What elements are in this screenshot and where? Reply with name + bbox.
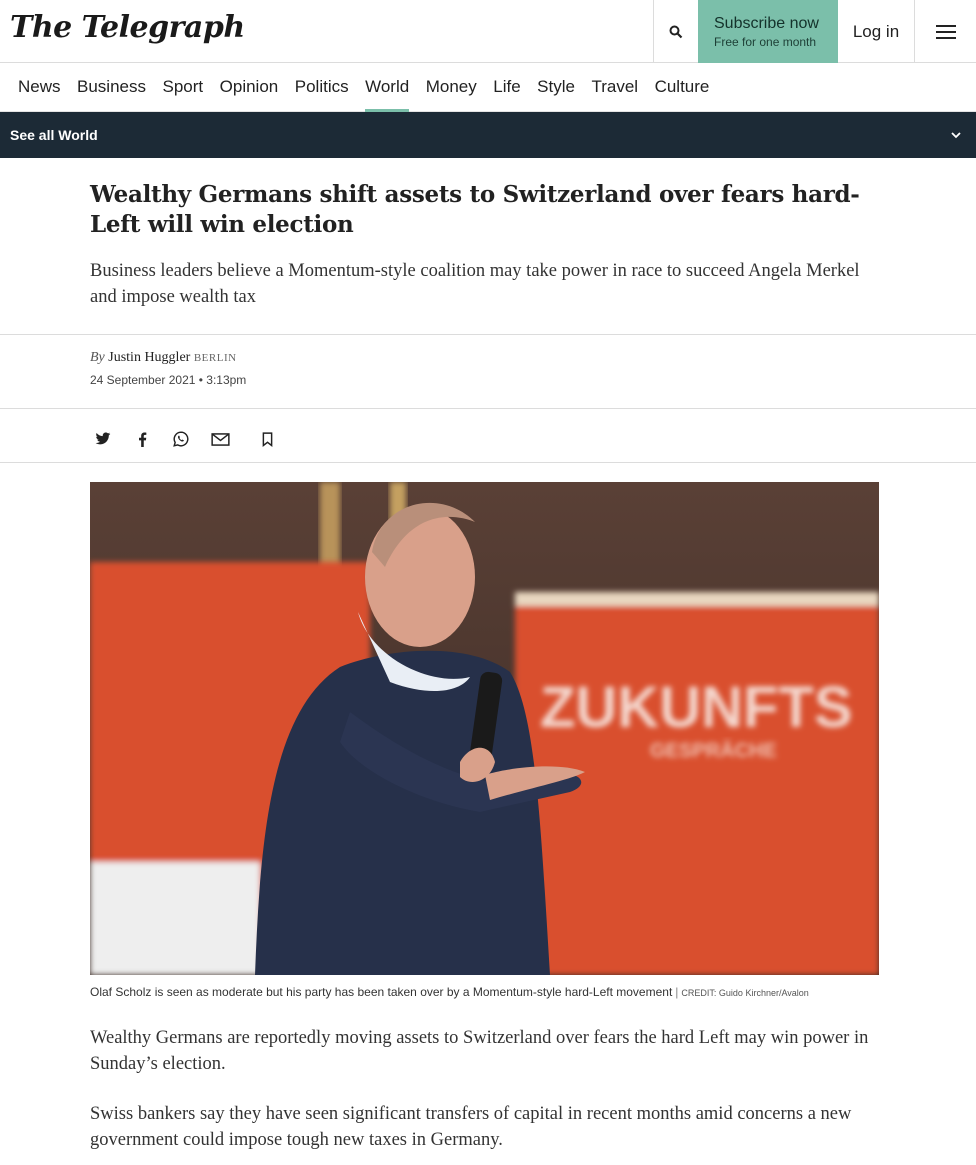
site-logo[interactable]: The Telegraph — [10, 10, 245, 45]
body-paragraph: Swiss bankers say they have seen significant transfers of capital in recent months amid concerns a new government could impose tough new taxes in Germany. — [90, 1104, 852, 1150]
share-facebook-button[interactable] — [129, 426, 155, 452]
nav-item-news[interactable]: News — [18, 77, 61, 96]
nav-item-life[interactable]: Life — [493, 77, 521, 96]
search-button[interactable] — [653, 0, 698, 63]
share-bar — [90, 426, 293, 452]
nav-item-culture[interactable]: Culture — [654, 77, 710, 96]
caption-separator: | — [675, 985, 679, 999]
subscribe-sublabel: Free for one month — [714, 34, 817, 49]
body-paragraph: Wealthy Germans are reportedly moving assets to Switzerland over fears the hard Left may win power in Sunday’s election. — [90, 1028, 869, 1074]
site-header — [0, 0, 976, 63]
nav-item-politics[interactable]: Politics — [294, 77, 349, 96]
byline-prefix: By — [90, 350, 105, 365]
article-headline: Wealthy Germans shift assets to Switzerland over fears hard-Left will win election — [90, 181, 860, 238]
nav-item-business[interactable]: Business — [77, 77, 146, 96]
twitter-icon — [95, 432, 111, 446]
login-button[interactable]: Log in — [838, 0, 915, 63]
article-standfirst: Business leaders believe a Momentum-style coalition may take power in race to succeed Angela Merkel and impose wealth tax — [90, 261, 860, 307]
divider — [0, 462, 976, 463]
byline-location: BERLIN — [193, 352, 237, 364]
share-twitter-button[interactable] — [90, 426, 116, 452]
nav-item-world[interactable]: World — [365, 63, 409, 112]
bookmark-icon — [262, 432, 273, 447]
see-all-section-bar[interactable] — [0, 112, 976, 158]
author-link[interactable]: Justin Huggler — [108, 350, 191, 365]
byline — [90, 350, 237, 366]
email-icon — [211, 433, 230, 446]
main-nav — [0, 63, 976, 112]
image-banner-subtext: GESPRÄCHE — [650, 740, 777, 762]
whatsapp-icon — [173, 431, 189, 447]
image-caption — [90, 985, 809, 999]
divider — [0, 408, 976, 409]
menu-button[interactable] — [915, 0, 976, 63]
nav-item-style[interactable]: Style — [537, 77, 575, 96]
image-credit: CREDIT: Guido Kirchner/Avalon — [681, 988, 809, 998]
nav-item-sport[interactable]: Sport — [162, 77, 204, 96]
search-icon — [669, 25, 683, 39]
image-banner-text: ZUKUNFTS — [540, 675, 853, 740]
subscribe-button[interactable] — [698, 0, 838, 63]
article-image — [90, 482, 879, 975]
nav-item-opinion[interactable]: Opinion — [219, 77, 279, 96]
subscribe-label: Subscribe now — [714, 14, 819, 32]
nav-item-money[interactable]: Money — [425, 77, 477, 96]
facebook-icon — [138, 432, 147, 447]
divider — [0, 334, 976, 335]
chevron-down-icon — [950, 131, 962, 139]
share-whatsapp-button[interactable] — [168, 426, 194, 452]
publish-date: 24 September 2021 • 3:13pm — [90, 373, 247, 387]
share-email-button[interactable] — [207, 426, 233, 452]
see-all-label: See all World — [10, 127, 98, 143]
save-article-button[interactable] — [254, 426, 280, 452]
hero-photo — [90, 482, 879, 975]
caption-text: Olaf Scholz is seen as moderate but his party has been taken over by a Momentum-style hard-Left movement — [90, 985, 673, 999]
nav-item-travel[interactable]: Travel — [591, 77, 639, 96]
menu-icon — [936, 25, 956, 39]
